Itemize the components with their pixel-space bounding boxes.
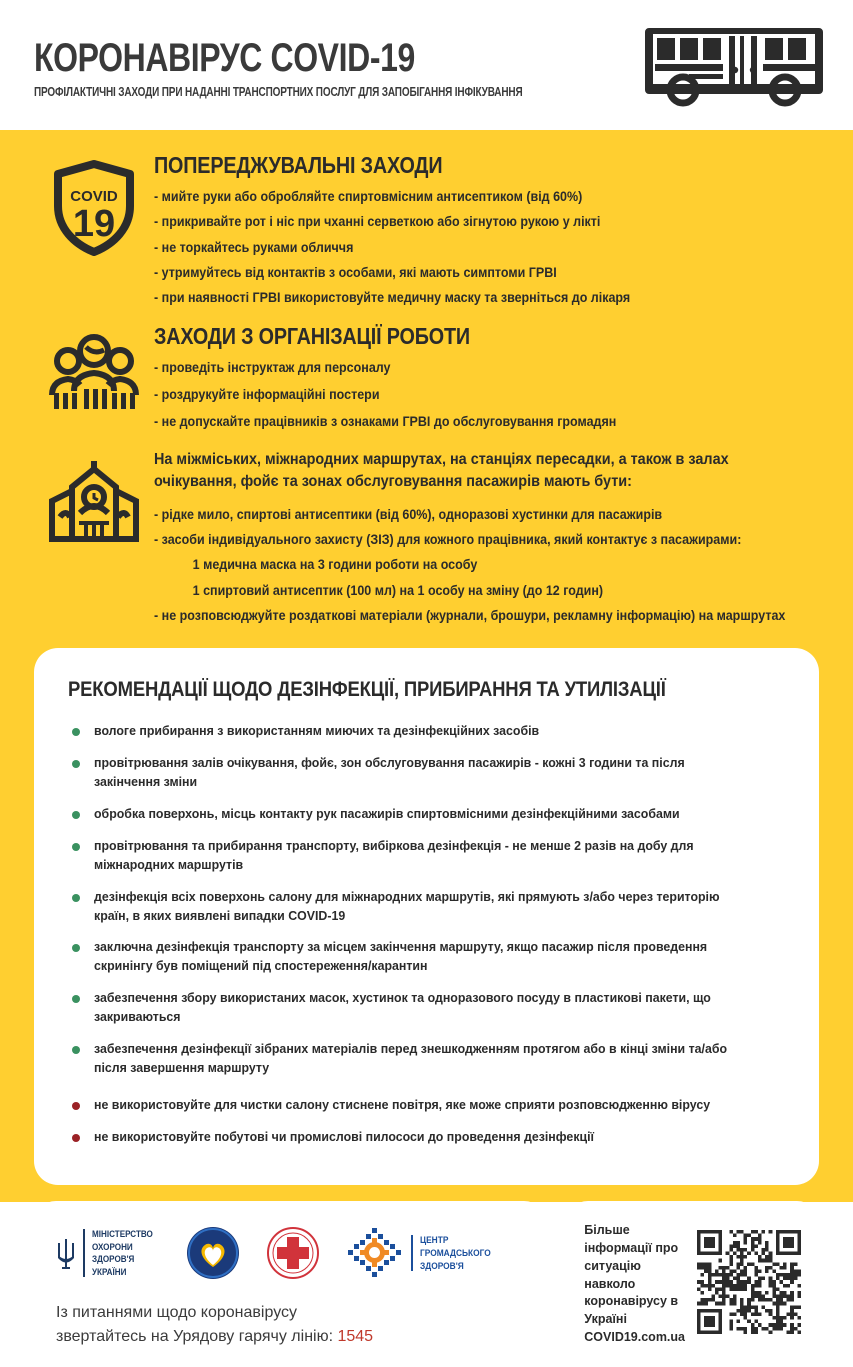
recommendation-text: провітрювання залів очікування, фойє, зон обслуговування пасажирів - кожні 3 години та після закінчення зміни [94,755,685,790]
bus-icon [645,20,823,111]
section-3-subitem: 1 спиртовий антисептик (100 мл) на 1 особу на зміну (до 12 годин) [192,582,604,598]
bullet-dot-icon [72,760,80,768]
ministry-of-health-logo [56,1228,160,1279]
ornament-icon [346,1226,404,1280]
poster-header [0,0,853,130]
hotline-line-1: Із питаннями щодо коронавірусу [56,1304,298,1322]
recommendations-card [34,648,819,1185]
hotline-line-2-prefix: звертайтесь на Урядову гарячу лінію: [56,1328,338,1346]
public-health-center-logo [346,1226,500,1280]
section-2-body [154,319,819,441]
section-1-title: ПОПЕРЕДЖУВАЛЬНІ ЗАХОДИ [154,152,443,178]
poster-footer [34,1201,819,1367]
covid-shield-icon [34,148,154,256]
section-3-item: - засоби індивідуального захисту (ЗІЗ) для кожного працівника, який контактує з пасажирами: [154,532,742,548]
section-3-subitem: 1 медична маска на 3 години роботи на особу [192,557,478,573]
section-3-lead: На міжміських, міжнародних маршрутах, на станціях пересадки, а також в залах очікування, фойє та зонах обслуговування пасажирів мають бути: [154,450,729,490]
logos-row [56,1217,524,1289]
bullet-dot-icon [72,894,80,902]
section-1-item: - прикривайте рот і ніс при чханні серветкою або зігнутою рукою у лікті [154,214,601,230]
bullet-dot-icon [72,1102,80,1110]
recommendation-text: провітрювання та прибирання транспорту, вибіркова дезінфекція - не менше 2 разів на добу для міжнародних маршрутів [94,837,694,872]
section-1-item: - не торкайтесь руками обличчя [154,239,354,255]
bullet-dot-icon [72,944,80,952]
section-3-body [154,445,840,633]
bullet-dot-icon [72,1046,80,1054]
recommendation-text: не використовуйте для чистки салону стиснене повітря, яке може сприяти розповсюдженню вірусу [94,1096,711,1112]
hotline-text [56,1301,524,1349]
bullet-dot-icon [72,995,80,1003]
section-1-item: - мийте руки або обробляйте спиртовмісним антисептиком (від 60%) [154,189,583,204]
ministry-of-health-label: МІНІСТЕРСТВО ОХОРОНИ ЗДОРОВ'Я УКРАЇНИ [92,1228,153,1278]
recommendation-item [64,754,789,792]
recommendation-item [64,837,789,875]
recommendation-text: забезпечення дезінфекції зібраних матеріалів перед знешкодженням протягом або в кінці зміни та/або після завершення маршруту [94,1040,728,1075]
section-1-body [154,148,819,315]
page-subtitle: ПРОФІЛАКТИЧНІ ЗАХОДИ ПРИ НАДАННІ ТРАНСПОРТНИХ ПОСЛУГ ДЛЯ ЗАПОБІГАННЯ ІНФІКУВАННЯ [34,85,523,99]
section-work-organisation [34,319,819,441]
recommendation-item [64,1040,789,1078]
qr-code-icon[interactable] [697,1230,801,1339]
page-title: КОРОНАВІРУС COVID-19 [34,36,415,80]
section-2-item: - проведіть інструктаж для персоналу [154,359,391,375]
recommendation-item [64,989,789,1027]
bullet-dot-icon [72,843,80,851]
section-1-item: - при наявності ГРВІ використовуйте медичну маску та зверніться до лікаря [154,290,631,306]
bullet-dot-icon [72,728,80,736]
staff-group-icon [34,319,154,413]
section-2-item: - не допускайте працівників з ознаками ГРВІ до обслуговування громадян [154,414,617,430]
heart-emblem-logo [186,1226,240,1280]
logo-divider [83,1229,85,1277]
recommendations-title: РЕКОМЕНДАЦІЇ ЩОДО ДЕЗІНФЕКЦІЇ, ПРИБИРАННЯ ТА УТИЛІЗАЦІЇ [68,678,666,702]
recommendation-item [64,805,789,824]
recommendation-item [64,938,789,976]
svg-text:19: 19 [72,203,116,245]
recommendation-text: забезпечення збору використаних масок, хустинок та одноразового посуду в пластикові пакети, що закриваються [94,990,711,1025]
recommendation-text: дезінфекція всіх поверхонь салону для міжнародних маршрутів, які прямують з/або через територію країн, в яких виявлені випадки COVID-19 [94,888,720,923]
hotline-number: 1545 [337,1328,374,1346]
section-preventive-measures [34,148,819,315]
recommendation-text: заключна дезінфекція транспорту за місцем закінчення маршруту, якщо пасажир після проведення скринінгу був поміщений під спостереження/карантин [94,939,708,974]
station-building-icon [34,445,154,549]
recommendation-text: обробка поверхонь, місць контакту рук пасажирів спиртовмісними дезінфекційними засобами [94,806,680,822]
public-health-center-label: ЦЕНТР ГРОМАДСЬКОГО ЗДОРОВ'Я [419,1234,491,1273]
section-2-title: ЗАХОДИ З ОРГАНІЗАЦІЇ РОБОТИ [154,322,470,349]
sections-container [0,130,853,632]
red-cross-logo [266,1226,320,1280]
bullet-dot-icon [72,811,80,819]
qr-panel [566,1201,819,1367]
section-2-item: - роздрукуйте інформаційні постери [154,387,380,403]
recommendation-text: вологе прибирання з використанням миючих та дезінфекційних засобів [94,723,540,739]
bullet-dot-icon [72,1134,80,1142]
svg-text:COVID: COVID [70,188,118,205]
section-1-item: - утримуйтесь від контактів з особами, які мають симптоми ГРВІ [154,265,557,281]
recommendation-item-prohibition [64,1128,789,1147]
section-3-item: - не розповсюджуйте роздаткові матеріали (журнали, брошури, рекламну інформацію) на маршрутах [154,608,786,624]
recommendation-item-prohibition [64,1096,789,1115]
recommendation-item [64,888,789,926]
header-text-block [34,31,645,99]
qr-caption: Більше інформації про ситуацію навколо коронавірусу в Україні COVID19.com.ua [584,1223,685,1344]
recommendation-item [64,722,789,741]
footer-left-panel [34,1201,546,1367]
trident-icon [56,1233,76,1273]
section-3-item: - рідке мило, спиртові антисептики (від 60%), одноразові хустинки для пасажирів [154,506,663,522]
logo-divider [411,1235,413,1271]
section-stations-requirements [34,445,819,633]
recommendation-text: не використовуйте побутові чи промислові пилососи до проведення дезінфекції [94,1128,595,1144]
